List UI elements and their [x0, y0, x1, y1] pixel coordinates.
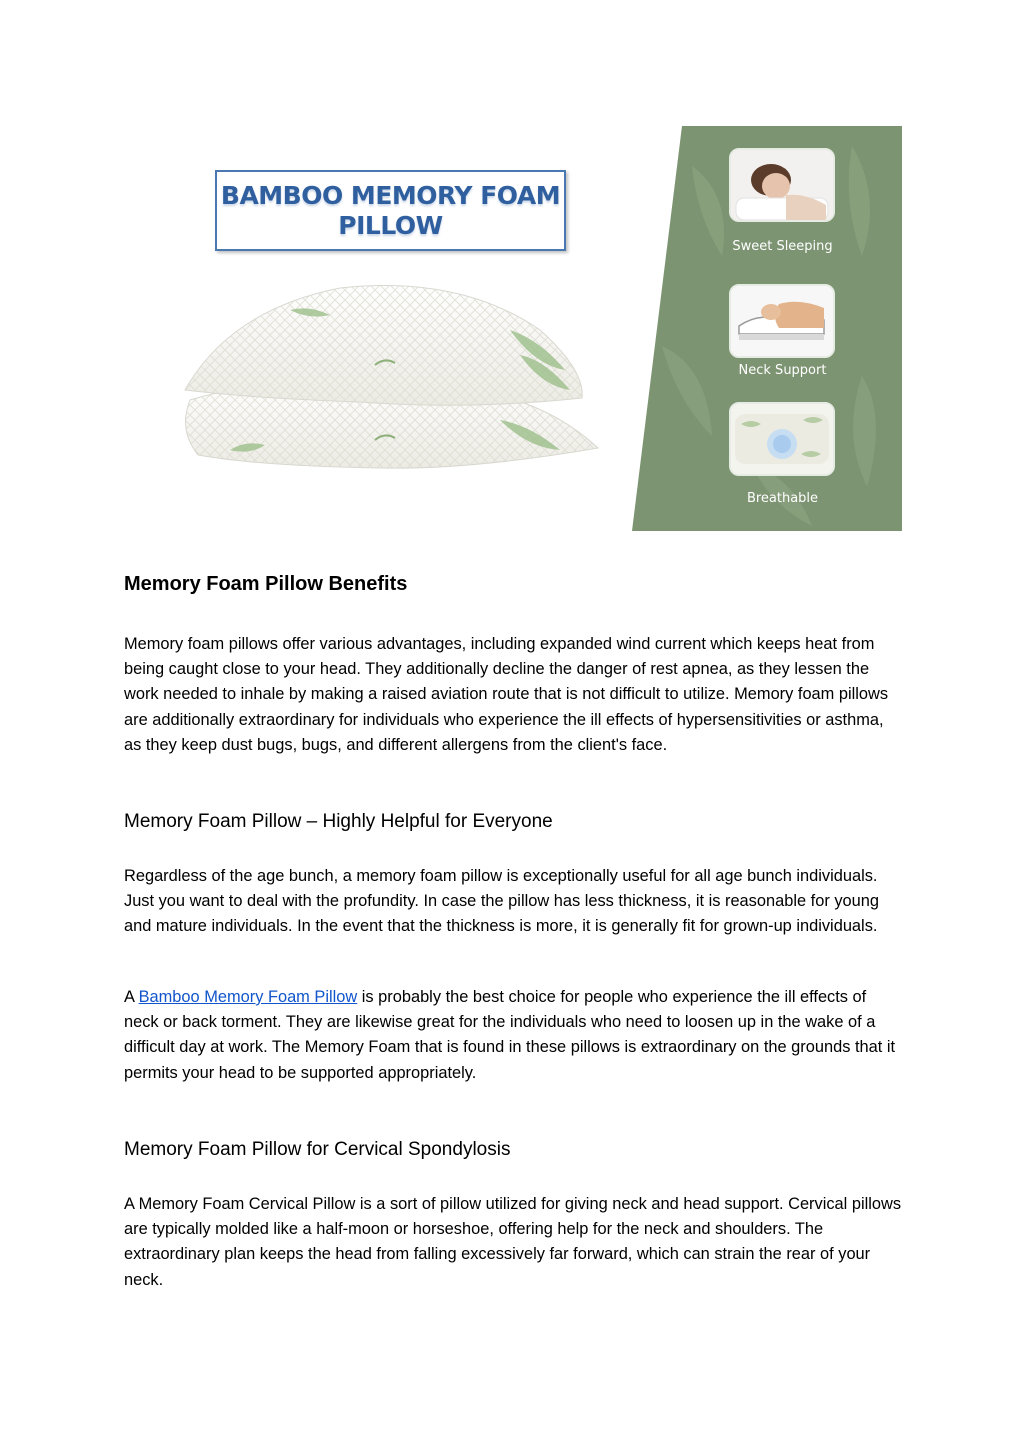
paragraph-rest: is probably the best choice for people who experience the ill effects of neck or back torment. They are likewise great for the individuals who need to loosen up in the wake of a difficult day at work. The Memory Foam that is found in these pillows is extraordinary on the grounds that it permits your head to be supported appropriately.: [124, 988, 896, 1082]
paragraph-cervical-pillow: A Memory Foam Cervical Pillow is a sort of pillow utilized for giving neck and head support. Cervical pillows are typically molded like a half-moon or horseshoe, offering help for the neck and shoulders. The extraordinary plan keeps the head from falling excessively far forward, which can strain the rear of your neck.: [124, 1195, 902, 1289]
product-banner: [215, 170, 566, 251]
pillows-illustration: [170, 270, 610, 485]
feature-label-neck-support: Neck Support: [738, 363, 827, 378]
banner-title-line2: PILLOW: [338, 210, 443, 240]
bamboo-memory-foam-pillow-link[interactable]: Bamboo Memory Foam Pillow: [138, 988, 358, 1006]
neck-support-icon: [729, 284, 835, 358]
paragraph-age-groups: Regardless of the age bunch, a memory foam pillow is exceptionally useful for all age bunch individuals. Just you want to deal with the profundity. In case the pillow has less thickness, it is reasonable for young and mature individuals. In the event that the thickness is more, it is generally fit for grown-up individuals.: [124, 867, 879, 936]
breathable-pillow-icon: [729, 402, 835, 476]
feature-label-breathable: Breathable: [746, 491, 819, 506]
feature-label-sweet-sleeping: Sweet Sleeping: [732, 239, 833, 254]
paragraph-prefix: A: [124, 988, 139, 1006]
banner-title-line1: BAMBOO MEMORY FOAM: [220, 180, 561, 210]
sleeping-woman-icon: [729, 148, 835, 222]
article-title: Memory Foam Pillow Benefits: [124, 573, 408, 595]
paragraph-benefits: Memory foam pillows offer various advantages, including expanded wind current which keeps heat from being caught close to your head. They additionally decline the danger of rest apnea, as they lessen the work needed to inhale by making a raised aviation route that is not difficult to utilize. Memory foam pillows are additionally extraordinary for individuals who experience the ill effects of hypersensitivities or asthma, as they keep dust bugs, bugs, and different allergens from the client's face.: [124, 635, 889, 754]
paragraph-bamboo-pillow: [124, 985, 904, 1086]
subheading-cervical-spondylosis: Memory Foam Pillow for Cervical Spondylosis: [124, 1139, 511, 1160]
subheading-helpful-for-everyone: Memory Foam Pillow – Highly Helpful for Everyone: [124, 811, 553, 832]
product-hero-image: [0, 0, 1024, 545]
